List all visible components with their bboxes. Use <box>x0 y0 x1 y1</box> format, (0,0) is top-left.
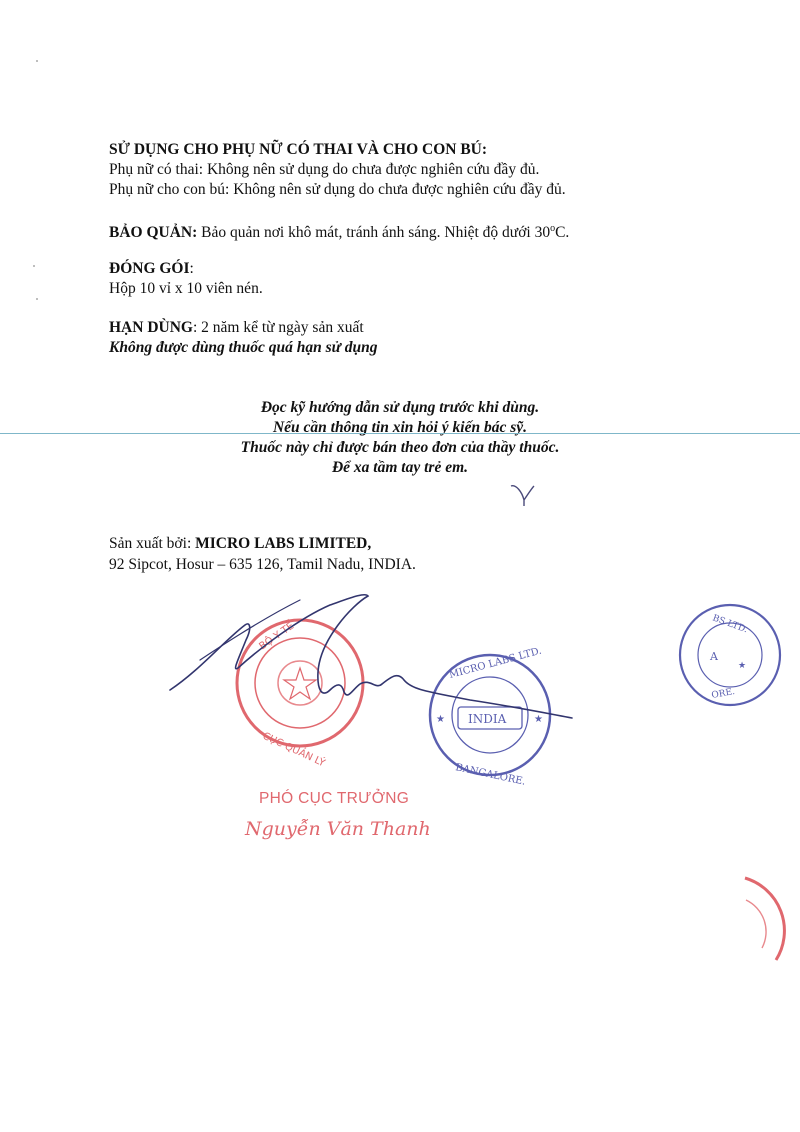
notice-line: Đọc kỹ hướng dẫn sử dụng trước khi dùng. <box>260 399 540 416</box>
expiry-text: : 2 năm kể từ ngày sản xuất <box>192 319 364 336</box>
manufacturer-address: 92 Sipcot, Hosur – 635 126, Tamil Nadu, INDIA. <box>109 556 416 573</box>
expiry-warning: Không được dùng thuốc quá hạn sử dụng <box>109 339 378 356</box>
storage-text: Bảo quản nơi khô mát, tránh ánh sáng. Nhiệt độ dưới 30 <box>201 224 551 242</box>
expiry-label: HẠN DÙNG <box>109 319 193 336</box>
svg-text:CỤC QUẢN LÝ: CỤC QUẢN LÝ <box>260 730 327 770</box>
svg-text:★: ★ <box>534 714 543 725</box>
official-title: PHÓ CỤC TRƯỞNG <box>259 790 410 807</box>
storage-degree: o <box>550 223 556 234</box>
storage-label: BẢO QUẢN: <box>109 224 198 242</box>
initial-mark <box>511 486 534 506</box>
official-name: Nguyễn Văn Thanh <box>245 818 431 840</box>
manufacturer-name: MICRO LABS LIMITED, <box>195 535 372 552</box>
notice-line: Thuốc này chỉ được bán theo đơn của thầy thuốc. <box>240 439 560 456</box>
svg-text:BANGALORE.: BANGALORE. <box>454 762 527 788</box>
svg-text:★: ★ <box>436 714 445 725</box>
packaging-text: Hộp 10 vỉ x 10 viên nén. <box>109 280 263 297</box>
packaging-colon: : <box>189 260 194 277</box>
blue-company-stamp <box>430 646 550 788</box>
partial-blue-stamp <box>680 605 780 705</box>
svg-text:MICRO LABS LTD.: MICRO LABS LTD. <box>447 645 543 681</box>
pregnancy-heading: SỬ DỤNG CHO PHỤ NỮ CÓ THAI VÀ CHO CON BÚ: <box>109 141 488 158</box>
pregnancy-line-2: Phụ nữ cho con bú: Không nên sử dụng do chưa được nghiên cứu đầy đủ. <box>109 181 566 198</box>
pregnancy-line-1: Phụ nữ có thai: Không nên sử dụng do chưa được nghiên cứu đầy đủ. <box>109 161 540 178</box>
partial-red-seal <box>745 878 784 960</box>
svg-text:BS LTD.: BS LTD. <box>710 613 749 636</box>
svg-text:★: ★ <box>738 661 747 671</box>
storage-unit: C. <box>555 224 570 242</box>
svg-text:ORE.: ORE. <box>710 687 736 701</box>
svg-text:A: A <box>710 650 718 663</box>
packaging-label: ĐÓNG GÓI <box>109 260 190 277</box>
notice-line: Để xa tầm tay trẻ em. <box>331 459 469 476</box>
svg-text:INDIA: INDIA <box>468 712 507 726</box>
svg-text:BỘ Y TẾ: BỘ Y TẾ <box>257 620 297 653</box>
manufacturer-prefix: Sản xuất bởi: <box>109 535 196 552</box>
notice-line: Nếu cần thông tin xin hỏi ý kiến bác sỹ. <box>272 419 528 436</box>
